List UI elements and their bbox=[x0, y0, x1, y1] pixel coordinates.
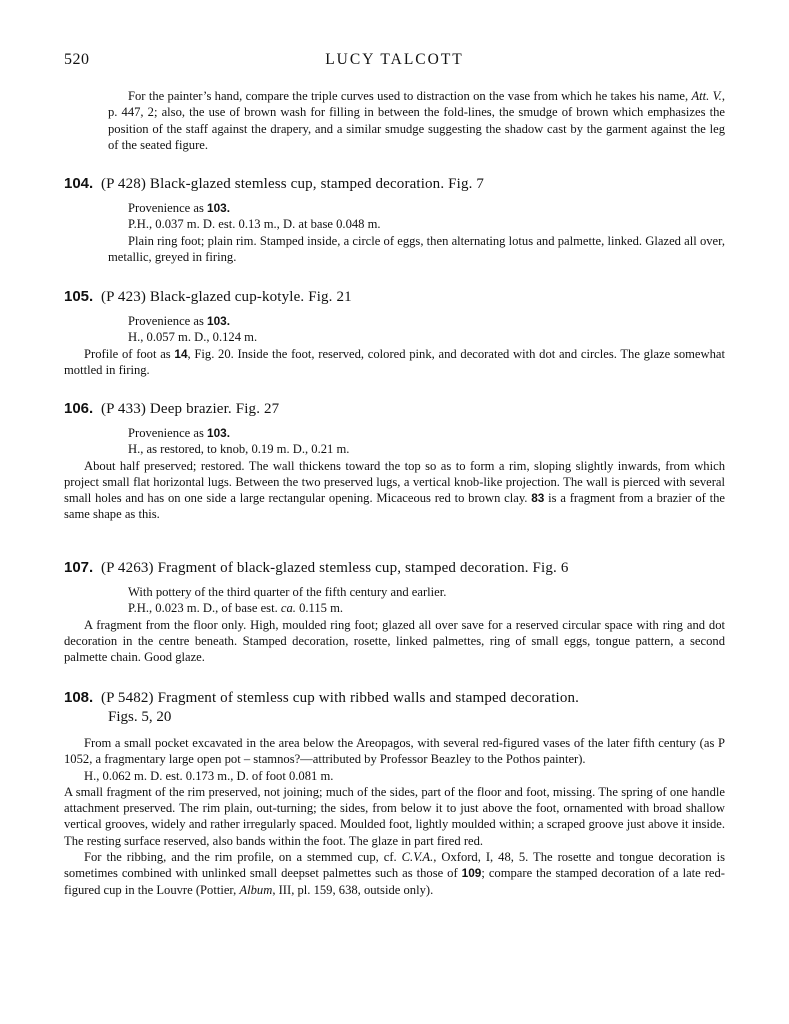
entry-body bbox=[64, 425, 725, 458]
entry-title-continued: Figs. 5, 20 bbox=[108, 709, 172, 725]
intro-paragraph bbox=[108, 88, 725, 153]
entry-heading bbox=[64, 174, 725, 194]
cross-reference: 103. bbox=[207, 314, 231, 328]
catalogue-entry-108 bbox=[64, 688, 725, 898]
cross-reference: 14 bbox=[174, 346, 188, 361]
cross-reference: 103. bbox=[207, 426, 231, 440]
entry-number: 105. bbox=[64, 288, 94, 305]
catalogue-entry-104 bbox=[64, 174, 725, 265]
reference-italic: Album bbox=[239, 882, 273, 897]
entry-number: 106. bbox=[64, 400, 94, 417]
provenience: From a small pocket excavated in the area below the Areopagos, with several red-figured vases of the later fifth century (as P 1052, a fragmentary large open pot – stamnos?—attributed by Professor Beazley to the Pothos painter). bbox=[64, 736, 725, 767]
description: Profile of foot as 14, Fig. 20. Inside the foot, reserved, colored pink, and decorated with dot and circles. The glaze somewhat mottled in firing. bbox=[64, 346, 725, 377]
entry-number: 104. bbox=[64, 175, 94, 192]
entry-heading bbox=[64, 399, 725, 419]
dimensions: H., 0.057 m. D., 0.124 m. bbox=[128, 330, 258, 345]
provenience: Provenience as 103. bbox=[128, 314, 231, 328]
entry-body bbox=[64, 200, 725, 233]
entry-body bbox=[64, 584, 725, 617]
reference-italic: Att. V. bbox=[691, 89, 722, 103]
entry-title: (P 5482) Fragment of stemless cup with ribbed walls and stamped decoration. bbox=[100, 690, 580, 706]
entry-heading bbox=[64, 287, 725, 307]
description: A fragment from the floor only. High, moulded ring foot; glazed all over save for a reserved circular space with ring and dot decoration in the centre beneath. Stamped decoration, rosette, linked palmettes, ring of small eggs, tongue pattern, a second palmette chain. Good glaze. bbox=[64, 617, 725, 665]
reference-italic: C.V.A. bbox=[401, 850, 434, 865]
description: A small fragment of the rim preserved, not joining; much of the sides, part of the floor and foot, missing. The spring of one handle attachment preserved. The rim plain, out-turning; the sides, from below it to just above the foot, ornamented with broad shallow vertical grooves, widely and rather irregularly spaced. Moulded foot, lightly moulded within; a scraped groove just above it inside. The resting surface reserved, also bands within the foot. The glaze in part fired red. bbox=[64, 784, 725, 848]
entry-heading bbox=[64, 688, 725, 727]
catalogue-entry-107 bbox=[64, 558, 725, 665]
cross-reference: 83 bbox=[531, 491, 545, 506]
provenience: Provenience as 103. bbox=[128, 201, 231, 215]
catalogue-entry-106 bbox=[64, 399, 725, 523]
dimensions: P.H., 0.037 m. D. est. 0.13 m., D. at base 0.048 m. bbox=[128, 217, 381, 232]
entry-title: (P 4263) Fragment of black-glazed stemless cup, stamped decoration. Fig. 6 bbox=[100, 560, 569, 576]
entry-body bbox=[64, 313, 725, 346]
page-number: 520 bbox=[64, 51, 90, 68]
description-wrap bbox=[64, 233, 725, 266]
entry-number: 107. bbox=[64, 559, 94, 576]
entry-title: (P 423) Black-glazed cup-kotyle. Fig. 21 bbox=[100, 289, 352, 305]
description: About half preserved; restored. The wall thickens toward the top so as to form a rim, sloping slightly inwards, from which project small flat horizontal lugs. Between the two preserved lugs, a vertical knob-like projection. The wall is pierced with several small holes and has on one side a large rectangular opening. Micaceous red to brown clay. 83 is a fragment from a brazier of the same shape as this. bbox=[64, 458, 725, 522]
provenience: Provenience as 103. bbox=[128, 426, 231, 440]
dimensions: H., as restored, to knob, 0.19 m. D., 0.21 m. bbox=[128, 442, 350, 457]
intro-text: For the painter’s hand, compare the triple curves used to distraction on the vase from which he takes his name, Att. V., p. 447, 2; also, the use of brown wash for filling in between the fold-lines, the smudge of brown which emphasizes the position of the staff against the drapery, and a similar smudge suggesting the shadow cast by the garment against the leg of the seated figure. bbox=[108, 89, 725, 152]
entry-heading bbox=[64, 558, 725, 578]
entry-title: (P 433) Deep brazier. Fig. 27 bbox=[100, 401, 280, 417]
page-header bbox=[64, 52, 725, 74]
cross-reference: 109 bbox=[461, 866, 482, 881]
comparison-note: For the ribbing, and the rim profile, on a stemmed cup, cf. C.V.A., Oxford, I, 48, 5. The rosette and tongue decoration is sometimes combined with unlinked small deepset palmettes such as those of 109; compare the stamped decoration of a late red-figured cup in the Louvre (Pottier, Album, III, pl. 159, 638, outside only). bbox=[64, 850, 726, 897]
entry-number: 108. bbox=[64, 689, 94, 706]
dimensions: H., 0.062 m. D. est. 0.173 m., D. of foot 0.081 m. bbox=[84, 768, 334, 783]
running-head: LUCY TALCOTT bbox=[325, 51, 464, 68]
description: Plain ring foot; plain rim. Stamped inside, a circle of eggs, then alternating lotus and palmette, linked. Glazed all over, metallic, greyed in firing. bbox=[108, 233, 725, 264]
cross-reference: 103. bbox=[207, 201, 231, 215]
entry-title: (P 428) Black-glazed stemless cup, stamped decoration. Fig. 7 bbox=[100, 176, 485, 192]
dimensions: P.H., 0.023 m. D., of base est. ca. 0.115 m. bbox=[128, 601, 344, 616]
provenience: With pottery of the third quarter of the fifth century and earlier. bbox=[128, 585, 447, 599]
catalogue-entry-105 bbox=[64, 287, 725, 378]
